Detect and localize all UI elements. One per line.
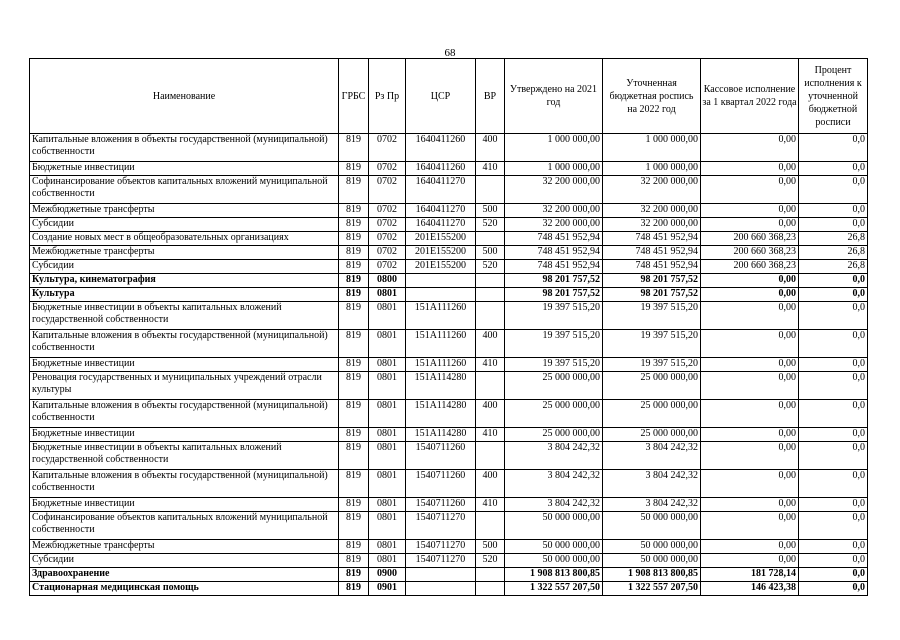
cell-refined: 1 322 557 207,50 (603, 582, 701, 596)
cell-rzpr: 0801 (369, 330, 406, 358)
cell-vr: 410 (476, 358, 505, 372)
cell-vr: 400 (476, 330, 505, 358)
cell-csr (406, 568, 476, 582)
cell-vr (476, 274, 505, 288)
cell-rzpr: 0901 (369, 582, 406, 596)
cell-grbs: 819 (339, 176, 369, 204)
table-row (30, 288, 868, 302)
cell-percent: 0,0 (799, 568, 868, 582)
cell-name: Капитальные вложения в объекты государственной (муниципальной) собственности (30, 470, 339, 498)
cell-approved: 3 804 242,32 (505, 498, 603, 512)
cell-approved: 1 908 813 800,85 (505, 568, 603, 582)
cell-grbs: 819 (339, 162, 369, 176)
cell-approved: 25 000 000,00 (505, 428, 603, 442)
cell-percent: 0,0 (799, 470, 868, 498)
cell-percent: 0,0 (799, 358, 868, 372)
cell-refined: 748 451 952,94 (603, 232, 701, 246)
cell-csr: 151A114280 (406, 428, 476, 442)
cell-cash: 0,00 (701, 274, 799, 288)
cell-vr (476, 232, 505, 246)
cell-csr: 1640411270 (406, 176, 476, 204)
cell-cash: 0,00 (701, 372, 799, 400)
cell-rzpr: 0801 (369, 288, 406, 302)
cell-percent: 0,0 (799, 372, 868, 400)
cell-name: Стационарная медицинская помощь (30, 582, 339, 596)
table-row (30, 400, 868, 428)
cell-rzpr: 0702 (369, 218, 406, 232)
cell-name: Бюджетные инвестиции (30, 162, 339, 176)
table-row (30, 568, 868, 582)
cell-percent: 0,0 (799, 554, 868, 568)
cell-vr: 400 (476, 400, 505, 428)
budget-execution-table (29, 58, 868, 596)
cell-percent: 0,0 (799, 204, 868, 218)
cell-csr: 1640411270 (406, 218, 476, 232)
cell-name: Субсидии (30, 218, 339, 232)
header-approved: Утверждено на 2021 год (505, 59, 603, 134)
cell-rzpr: 0702 (369, 176, 406, 204)
cell-name: Реновация государственных и муниципальных учреждений отрасли культуры (30, 372, 339, 400)
cell-vr (476, 568, 505, 582)
cell-grbs: 819 (339, 554, 369, 568)
cell-approved: 19 397 515,20 (505, 302, 603, 330)
cell-cash: 0,00 (701, 176, 799, 204)
cell-name: Культура, кинематография (30, 274, 339, 288)
cell-percent: 26,8 (799, 260, 868, 274)
cell-approved: 1 000 000,00 (505, 134, 603, 162)
cell-rzpr: 0900 (369, 568, 406, 582)
cell-refined: 3 804 242,32 (603, 470, 701, 498)
cell-rzpr: 0801 (369, 302, 406, 330)
cell-csr: 201E155200 (406, 260, 476, 274)
cell-percent: 0,0 (799, 218, 868, 232)
table-header-row (30, 59, 868, 134)
cell-rzpr: 0702 (369, 204, 406, 218)
cell-csr: 1540711260 (406, 470, 476, 498)
cell-vr: 520 (476, 260, 505, 274)
table-row (30, 470, 868, 498)
cell-csr: 151A114280 (406, 400, 476, 428)
cell-csr: 151A111260 (406, 302, 476, 330)
cell-cash: 0,00 (701, 442, 799, 470)
cell-percent: 26,8 (799, 232, 868, 246)
cell-vr: 410 (476, 428, 505, 442)
cell-grbs: 819 (339, 568, 369, 582)
cell-approved: 50 000 000,00 (505, 554, 603, 568)
cell-approved: 1 000 000,00 (505, 162, 603, 176)
page-number: 68 (444, 47, 456, 59)
cell-rzpr: 0702 (369, 232, 406, 246)
cell-csr (406, 288, 476, 302)
cell-approved: 50 000 000,00 (505, 512, 603, 540)
table-row (30, 582, 868, 596)
cell-cash: 0,00 (701, 134, 799, 162)
cell-name: Межбюджетные трансферты (30, 204, 339, 218)
cell-rzpr: 0801 (369, 400, 406, 428)
cell-percent: 26,8 (799, 246, 868, 260)
cell-approved: 19 397 515,20 (505, 330, 603, 358)
cell-rzpr: 0702 (369, 260, 406, 274)
cell-rzpr: 0801 (369, 428, 406, 442)
cell-percent: 0,0 (799, 288, 868, 302)
cell-rzpr: 0801 (369, 372, 406, 400)
cell-name: Капитальные вложения в объекты государственной (муниципальной) собственности (30, 400, 339, 428)
cell-cash: 0,00 (701, 218, 799, 232)
table-body (30, 134, 868, 596)
cell-percent: 0,0 (799, 302, 868, 330)
cell-name: Создание новых мест в общеобразовательных организациях (30, 232, 339, 246)
cell-grbs: 819 (339, 204, 369, 218)
cell-approved: 3 804 242,32 (505, 442, 603, 470)
cell-rzpr: 0801 (369, 470, 406, 498)
cell-refined: 3 804 242,32 (603, 498, 701, 512)
cell-rzpr: 0801 (369, 498, 406, 512)
cell-vr: 400 (476, 134, 505, 162)
table-row (30, 428, 868, 442)
cell-name: Здравоохранение (30, 568, 339, 582)
cell-cash: 0,00 (701, 428, 799, 442)
cell-refined: 19 397 515,20 (603, 302, 701, 330)
cell-cash: 146 423,38 (701, 582, 799, 596)
cell-csr: 1540711270 (406, 554, 476, 568)
table-row (30, 204, 868, 218)
cell-refined: 25 000 000,00 (603, 400, 701, 428)
cell-vr: 520 (476, 218, 505, 232)
cell-cash: 0,00 (701, 400, 799, 428)
table-row (30, 218, 868, 232)
cell-percent: 0,0 (799, 330, 868, 358)
header-rzpr: Рз Пр (369, 59, 406, 134)
cell-grbs: 819 (339, 330, 369, 358)
cell-name: Капитальные вложения в объекты государственной (муниципальной) собственности (30, 134, 339, 162)
cell-csr: 1540711270 (406, 512, 476, 540)
cell-percent: 0,0 (799, 512, 868, 540)
cell-refined: 98 201 757,52 (603, 288, 701, 302)
cell-vr: 410 (476, 498, 505, 512)
cell-cash: 181 728,14 (701, 568, 799, 582)
cell-csr: 1540711260 (406, 498, 476, 512)
cell-cash: 0,00 (701, 288, 799, 302)
cell-grbs: 819 (339, 260, 369, 274)
table-row (30, 498, 868, 512)
cell-grbs: 819 (339, 302, 369, 330)
cell-rzpr: 0702 (369, 162, 406, 176)
cell-name: Культура (30, 288, 339, 302)
cell-rzpr: 0801 (369, 554, 406, 568)
cell-refined: 50 000 000,00 (603, 512, 701, 540)
cell-grbs: 819 (339, 400, 369, 428)
header-percent: Процент исполнения к уточненной бюджетной росписи (799, 59, 868, 134)
cell-grbs: 819 (339, 582, 369, 596)
cell-name: Бюджетные инвестиции в объекты капитальных вложений государственной собственности (30, 442, 339, 470)
table-row (30, 232, 868, 246)
cell-vr: 400 (476, 470, 505, 498)
header-vr: ВР (476, 59, 505, 134)
cell-grbs: 819 (339, 470, 369, 498)
cell-csr: 151A111260 (406, 358, 476, 372)
header-name: Наименование (30, 59, 339, 134)
cell-approved: 748 451 952,94 (505, 232, 603, 246)
cell-cash: 0,00 (701, 498, 799, 512)
cell-percent: 0,0 (799, 176, 868, 204)
cell-vr (476, 582, 505, 596)
table-row (30, 162, 868, 176)
cell-refined: 50 000 000,00 (603, 554, 701, 568)
cell-refined: 25 000 000,00 (603, 428, 701, 442)
cell-csr: 1640411260 (406, 134, 476, 162)
cell-refined: 19 397 515,20 (603, 330, 701, 358)
table-row (30, 358, 868, 372)
cell-approved: 3 804 242,32 (505, 470, 603, 498)
cell-rzpr: 0801 (369, 540, 406, 554)
cell-grbs: 819 (339, 134, 369, 162)
table-row (30, 442, 868, 470)
cell-grbs: 819 (339, 232, 369, 246)
cell-vr: 520 (476, 554, 505, 568)
cell-refined: 1 000 000,00 (603, 134, 701, 162)
cell-cash: 0,00 (701, 358, 799, 372)
cell-approved: 19 397 515,20 (505, 358, 603, 372)
cell-csr (406, 274, 476, 288)
cell-name: Бюджетные инвестиции (30, 358, 339, 372)
cell-refined: 19 397 515,20 (603, 358, 701, 372)
cell-vr: 500 (476, 540, 505, 554)
cell-refined: 98 201 757,52 (603, 274, 701, 288)
cell-percent: 0,0 (799, 274, 868, 288)
cell-cash: 0,00 (701, 302, 799, 330)
header-grbs: ГРБС (339, 59, 369, 134)
table-row (30, 540, 868, 554)
cell-percent: 0,0 (799, 540, 868, 554)
cell-approved: 98 201 757,52 (505, 288, 603, 302)
cell-approved: 25 000 000,00 (505, 400, 603, 428)
cell-percent: 0,0 (799, 442, 868, 470)
cell-cash: 0,00 (701, 554, 799, 568)
cell-grbs: 819 (339, 512, 369, 540)
cell-vr (476, 372, 505, 400)
cell-csr: 201E155200 (406, 246, 476, 260)
cell-vr (476, 302, 505, 330)
cell-name: Бюджетные инвестиции (30, 428, 339, 442)
cell-refined: 32 200 000,00 (603, 218, 701, 232)
cell-vr (476, 442, 505, 470)
table-row (30, 554, 868, 568)
cell-csr: 151A111260 (406, 330, 476, 358)
table-row (30, 302, 868, 330)
table-row (30, 246, 868, 260)
cell-refined: 1 000 000,00 (603, 162, 701, 176)
cell-grbs: 819 (339, 498, 369, 512)
cell-grbs: 819 (339, 246, 369, 260)
cell-approved: 748 451 952,94 (505, 246, 603, 260)
cell-name: Межбюджетные трансферты (30, 540, 339, 554)
cell-rzpr: 0801 (369, 512, 406, 540)
table-row (30, 176, 868, 204)
cell-percent: 0,0 (799, 162, 868, 176)
cell-cash: 0,00 (701, 162, 799, 176)
cell-cash: 0,00 (701, 470, 799, 498)
cell-approved: 32 200 000,00 (505, 204, 603, 218)
cell-percent: 0,0 (799, 498, 868, 512)
cell-csr: 1640411260 (406, 162, 476, 176)
cell-approved: 32 200 000,00 (505, 218, 603, 232)
cell-rzpr: 0801 (369, 442, 406, 470)
cell-cash: 200 660 368,23 (701, 260, 799, 274)
cell-name: Бюджетные инвестиции (30, 498, 339, 512)
cell-vr (476, 288, 505, 302)
cell-name: Софинансирование объектов капитальных вложений муниципальной собственности (30, 176, 339, 204)
cell-grbs: 819 (339, 288, 369, 302)
cell-approved: 1 322 557 207,50 (505, 582, 603, 596)
table-row (30, 372, 868, 400)
cell-cash: 200 660 368,23 (701, 246, 799, 260)
table-row (30, 134, 868, 162)
header-refined: Уточненная бюджетная роспись на 2022 год (603, 59, 701, 134)
cell-rzpr: 0800 (369, 274, 406, 288)
cell-approved: 98 201 757,52 (505, 274, 603, 288)
cell-grbs: 819 (339, 428, 369, 442)
header-cash: Кассовое исполнение за 1 квартал 2022 года (701, 59, 799, 134)
header-csr: ЦСР (406, 59, 476, 134)
cell-refined: 32 200 000,00 (603, 176, 701, 204)
cell-grbs: 819 (339, 540, 369, 554)
cell-grbs: 819 (339, 218, 369, 232)
cell-refined: 748 451 952,94 (603, 260, 701, 274)
cell-vr: 500 (476, 246, 505, 260)
cell-name: Бюджетные инвестиции в объекты капитальных вложений государственной собственности (30, 302, 339, 330)
cell-refined: 25 000 000,00 (603, 372, 701, 400)
cell-refined: 50 000 000,00 (603, 540, 701, 554)
cell-cash: 0,00 (701, 330, 799, 358)
cell-cash: 0,00 (701, 204, 799, 218)
cell-grbs: 819 (339, 372, 369, 400)
cell-approved: 25 000 000,00 (505, 372, 603, 400)
cell-percent: 0,0 (799, 400, 868, 428)
cell-rzpr: 0702 (369, 246, 406, 260)
cell-rzpr: 0702 (369, 134, 406, 162)
cell-name: Субсидии (30, 260, 339, 274)
cell-csr: 201E155200 (406, 232, 476, 246)
cell-percent: 0,0 (799, 582, 868, 596)
cell-percent: 0,0 (799, 134, 868, 162)
cell-csr: 1640411270 (406, 204, 476, 218)
cell-percent: 0,0 (799, 428, 868, 442)
cell-csr: 1540711270 (406, 540, 476, 554)
cell-name: Софинансирование объектов капитальных вложений муниципальной собственности (30, 512, 339, 540)
cell-refined: 1 908 813 800,85 (603, 568, 701, 582)
cell-approved: 50 000 000,00 (505, 540, 603, 554)
cell-name: Капитальные вложения в объекты государственной (муниципальной) собственности (30, 330, 339, 358)
cell-vr (476, 176, 505, 204)
cell-refined: 32 200 000,00 (603, 204, 701, 218)
cell-name: Межбюджетные трансферты (30, 246, 339, 260)
cell-csr: 1540711260 (406, 442, 476, 470)
table-row (30, 274, 868, 288)
cell-approved: 32 200 000,00 (505, 176, 603, 204)
cell-grbs: 819 (339, 358, 369, 372)
cell-refined: 3 804 242,32 (603, 442, 701, 470)
table-row (30, 512, 868, 540)
table-row (30, 260, 868, 274)
cell-vr: 410 (476, 162, 505, 176)
cell-cash: 0,00 (701, 512, 799, 540)
cell-refined: 748 451 952,94 (603, 246, 701, 260)
cell-name: Субсидии (30, 554, 339, 568)
cell-approved: 748 451 952,94 (505, 260, 603, 274)
cell-csr: 151A114280 (406, 372, 476, 400)
table-row (30, 330, 868, 358)
cell-vr: 500 (476, 204, 505, 218)
cell-grbs: 819 (339, 442, 369, 470)
cell-grbs: 819 (339, 274, 369, 288)
cell-cash: 0,00 (701, 540, 799, 554)
cell-cash: 200 660 368,23 (701, 232, 799, 246)
cell-vr (476, 512, 505, 540)
cell-rzpr: 0801 (369, 358, 406, 372)
cell-csr (406, 582, 476, 596)
